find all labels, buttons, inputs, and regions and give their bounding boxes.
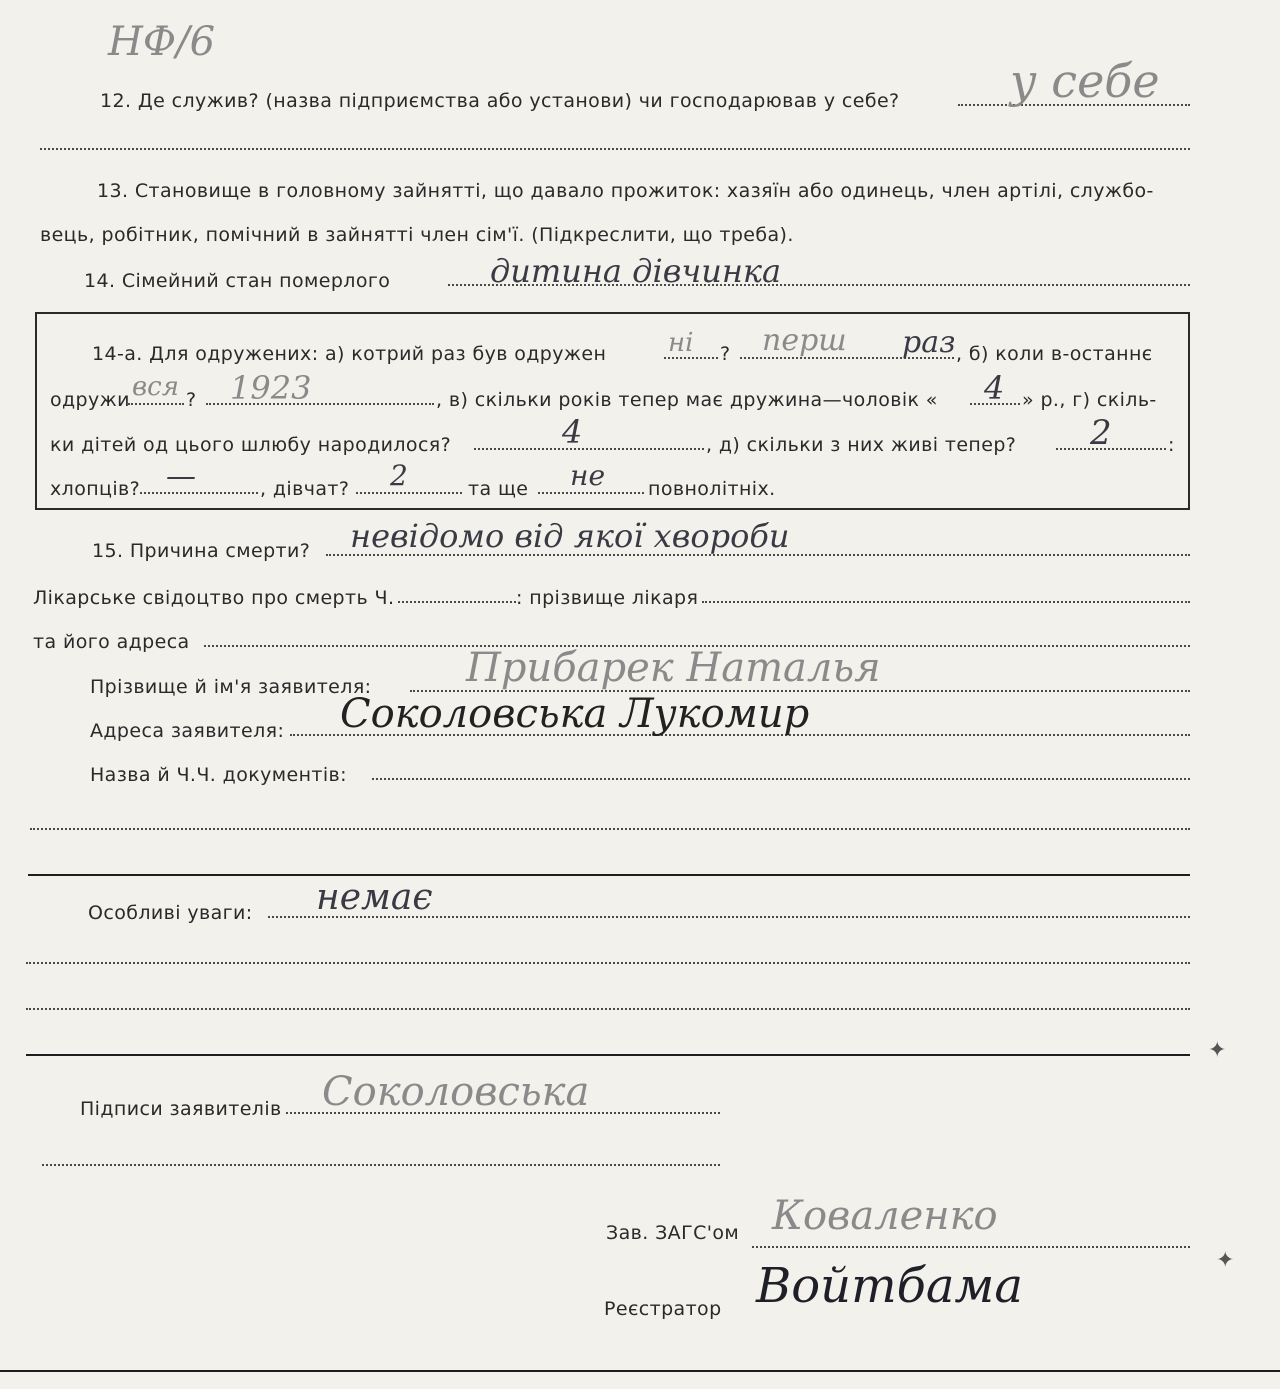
- applicant-address-value: Соколовська Лукомир: [340, 691, 810, 737]
- q14a-line3-hw-1: 4: [562, 413, 583, 451]
- zags-head-signature: Коваленко: [772, 1193, 998, 1239]
- q12-second-line: [40, 148, 1190, 150]
- q14a-line4-hw-3: не: [570, 459, 606, 492]
- q14a-line3-hw-2: 2: [1090, 413, 1112, 453]
- applicant-signature: Соколовська: [322, 1069, 590, 1115]
- q14a-line1-hw-3: раз: [902, 325, 956, 360]
- notes-value: немає: [316, 877, 433, 918]
- q13-line-2: вець, робітник, помічний в зайнятті член сім'ї. (Підкреслити, що треба).: [40, 224, 794, 246]
- married-section-box: [35, 312, 1190, 510]
- q14a-line2-hw-3: 4: [984, 369, 1005, 407]
- q14a-line3-mid: , д) скільки з них живі тепер?: [706, 434, 1017, 456]
- q12-label: 12. Де служив? (назва підприємства або установи) чи господарював у себе?: [100, 90, 900, 112]
- q14a-line3-dots-1: [474, 448, 704, 450]
- doctor-address-label: та його адреса: [33, 631, 190, 653]
- q14a-line1-q: ?: [720, 343, 731, 365]
- q14a-line4-dots-2: [356, 492, 462, 494]
- q14a-line1-end: , б) коли в-останнє: [956, 343, 1153, 365]
- q14a-line4-dots-1: [140, 492, 258, 494]
- doctor-cert-number-line: [398, 601, 516, 603]
- q14a-line1-text: 14-а. Для одружених: а) котрий раз був одружен: [92, 343, 607, 365]
- q12-answer: у себе: [1010, 54, 1160, 108]
- zags-head-line: [752, 1246, 1190, 1248]
- notes-label: Особливі уваги:: [88, 902, 253, 924]
- doctor-cert-label: Лікарське свідоцтво про смерть Ч.: [33, 587, 395, 609]
- corner-note: НФ/6: [108, 19, 216, 65]
- applicant-documents-line: [372, 778, 1190, 780]
- q14a-line3-start: ки дітей од цього шлюбу народилося?: [50, 434, 452, 456]
- margin-mark-icon-2: ✦: [1216, 1248, 1235, 1273]
- q15-answer: невідомо від якої хвороби: [350, 517, 790, 555]
- q14a-line4-c: та ще: [468, 478, 529, 500]
- q14a-line2-end: » р., г) скіль-: [1022, 389, 1157, 411]
- applicant-signatures-second-line: [42, 1164, 720, 1166]
- applicant-documents-label: Назва й Ч.Ч. документів:: [90, 764, 347, 786]
- q15-label: 15. Причина смерти?: [92, 540, 311, 562]
- notes-second-line: [26, 962, 1190, 964]
- registrar-signature: Войтбама: [756, 1258, 1023, 1314]
- doctor-name-line: [702, 601, 1190, 603]
- q14a-line2-hw-2: 1923: [230, 369, 312, 407]
- zags-head-label: Зав. ЗАГС'ом: [606, 1222, 740, 1244]
- q14-answer: дитина дівчинка: [490, 252, 782, 290]
- applicant-name-value: Прибарек Наталья: [466, 645, 881, 691]
- section-divider-2: [26, 1054, 1190, 1056]
- q14a-line4-end: повнолітніх.: [648, 478, 776, 500]
- q14a-line2-hw-1: вся: [132, 372, 179, 402]
- q14a-line4-dots-3: [538, 492, 644, 494]
- q13-line-1: 13. Становище в головному зайнятті, що давало прожиток: хазяїн або одинець, член артілі, службо-: [97, 180, 1154, 202]
- margin-mark-icon: ✦: [1208, 1038, 1227, 1063]
- q14a-line2-mid: , в) скільки років тепер має дружина—чоловік «: [436, 389, 938, 411]
- documents-second-line: [30, 828, 1190, 830]
- q14a-line2-start: одружи: [50, 389, 130, 411]
- notes-third-line: [26, 1008, 1190, 1010]
- applicant-address-label: Адреса заявителя:: [90, 720, 285, 742]
- q14a-line3-end: :: [1168, 434, 1175, 456]
- q14a-line2-q: ?: [186, 389, 197, 411]
- registrar-label: Реєстратор: [604, 1298, 722, 1320]
- q14-label: 14. Сімейний стан померлого: [84, 270, 391, 292]
- q14a-line1-hw-2: перш: [762, 323, 847, 358]
- section-divider-1: [28, 874, 1190, 876]
- q14a-line1-hw-1: ні: [668, 328, 694, 358]
- q14a-line4-b: , дівчат?: [260, 478, 350, 500]
- q14a-line4-hw-2: 2: [390, 459, 408, 492]
- q14a-line4-hw-1: —: [166, 459, 196, 494]
- doctor-name-label: : прізвище лікаря: [516, 587, 699, 609]
- applicant-name-label: Прізвище й ім'я заявителя:: [90, 676, 372, 698]
- applicant-signatures-label: Підписи заявителів: [80, 1098, 282, 1120]
- q14a-line2-dots-1: [128, 403, 184, 405]
- q14a-line4-start: хлопців?: [50, 478, 141, 500]
- bottom-border: [0, 1370, 1280, 1372]
